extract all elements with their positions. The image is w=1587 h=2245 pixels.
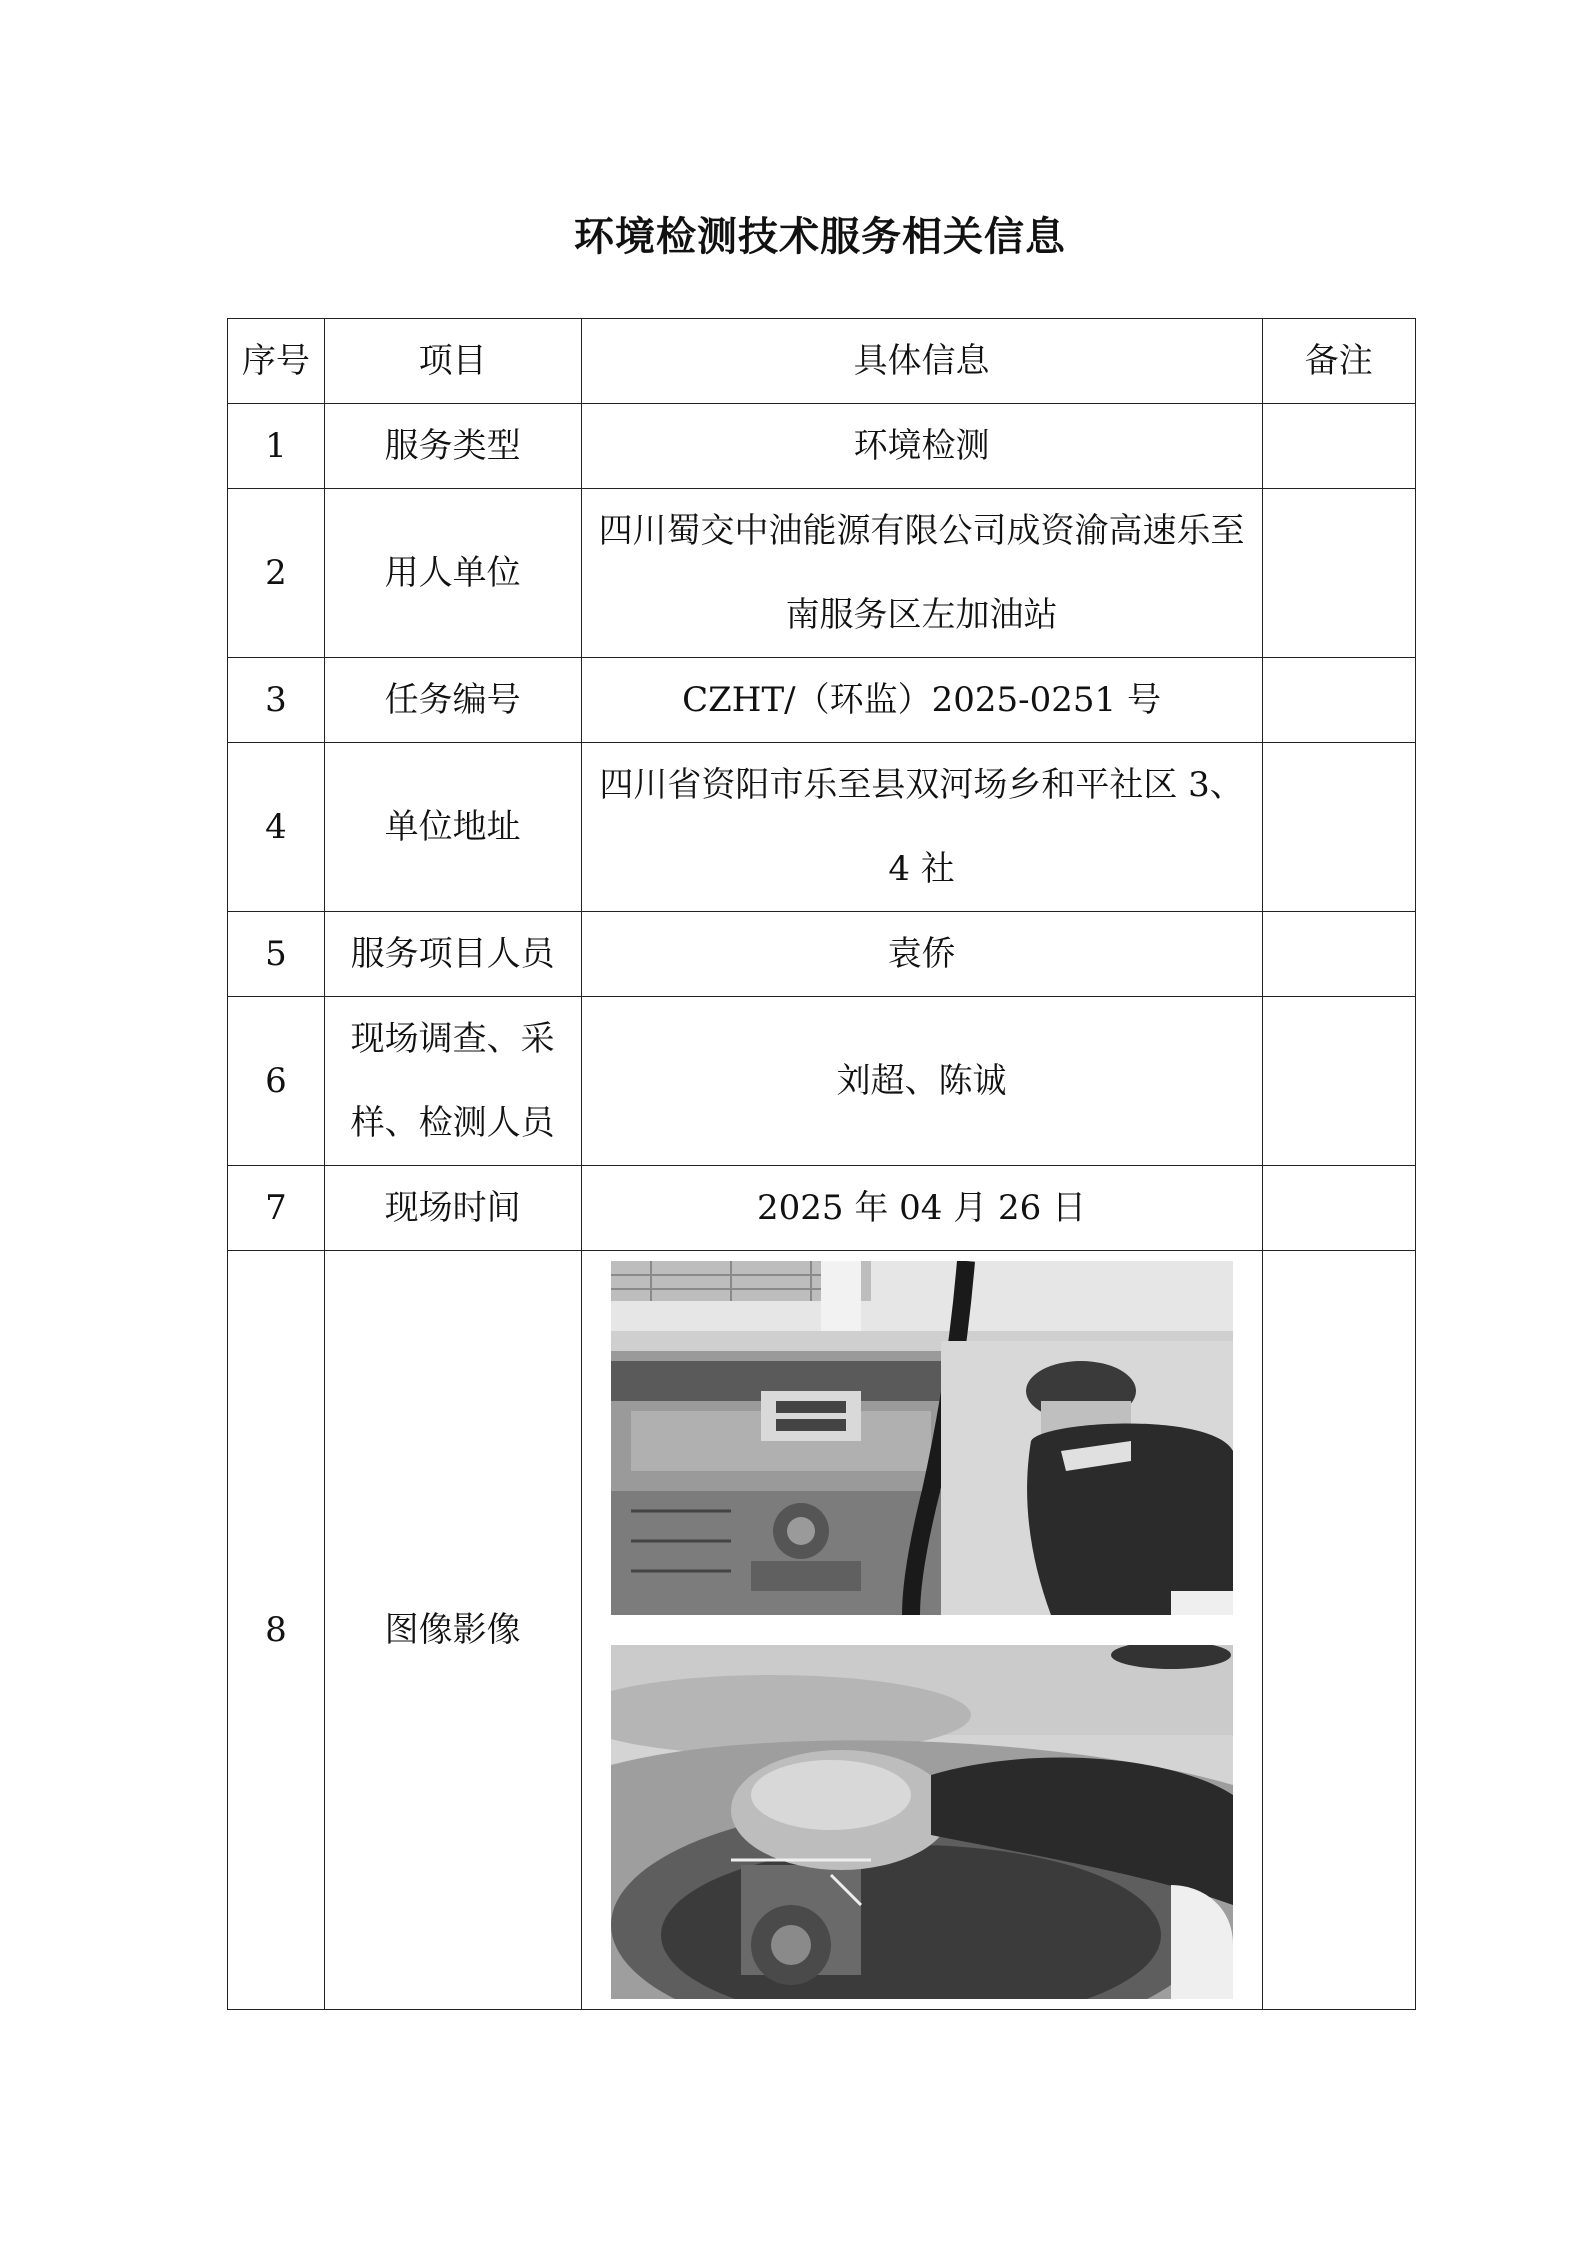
table-row xyxy=(228,658,1416,743)
row-detail: 2025 年 04 月 26 日 xyxy=(581,1166,1262,1251)
row-note xyxy=(1262,404,1415,489)
row-note xyxy=(1262,1251,1415,2010)
row-detail: 四川蜀交中油能源有限公司成资渝高速乐至南服务区左加油站 xyxy=(581,489,1262,658)
row-detail: CZHT/（环监）2025-0251 号 xyxy=(581,658,1262,743)
row-no: 8 xyxy=(228,1251,325,2010)
row-no: 1 xyxy=(228,404,325,489)
row-item: 任务编号 xyxy=(324,658,581,743)
table-row xyxy=(228,404,1416,489)
table-row xyxy=(228,1251,1416,2010)
row-note xyxy=(1262,912,1415,997)
row-item: 服务类型 xyxy=(324,404,581,489)
table-row xyxy=(228,489,1416,658)
row-note xyxy=(1262,997,1415,1166)
header-no: 序号 xyxy=(228,319,325,404)
row-note xyxy=(1262,658,1415,743)
header-detail: 具体信息 xyxy=(581,319,1262,404)
table-header-row xyxy=(228,319,1416,404)
table-row xyxy=(228,912,1416,997)
row-detail: 环境检测 xyxy=(581,404,1262,489)
row-item: 现场时间 xyxy=(324,1166,581,1251)
fuel-dispenser-photo xyxy=(611,1261,1233,1615)
row-note xyxy=(1262,489,1415,658)
row-no: 4 xyxy=(228,743,325,912)
row-note xyxy=(1262,1166,1415,1251)
row-no: 5 xyxy=(228,912,325,997)
table-row xyxy=(228,997,1416,1166)
row-no: 7 xyxy=(228,1166,325,1251)
table-row xyxy=(228,743,1416,912)
row-item: 用人单位 xyxy=(324,489,581,658)
row-item: 单位地址 xyxy=(324,743,581,912)
row-note xyxy=(1262,743,1415,912)
row-detail: 刘超、陈诚 xyxy=(581,997,1262,1166)
header-note: 备注 xyxy=(1262,319,1415,404)
row-detail: 四川省资阳市乐至县双河场乡和平社区 3、4 社 xyxy=(581,743,1262,912)
row-no: 3 xyxy=(228,658,325,743)
row-item: 服务项目人员 xyxy=(324,912,581,997)
row-item: 图像影像 xyxy=(324,1251,581,2010)
page-title: 环境检测技术服务相关信息 xyxy=(574,213,1066,260)
table-row xyxy=(228,1166,1416,1251)
photo-cell xyxy=(581,1251,1262,2010)
tank-well-photo xyxy=(611,1645,1233,1999)
row-item: 现场调查、采样、检测人员 xyxy=(324,997,581,1166)
row-no: 6 xyxy=(228,997,325,1166)
row-detail: 袁侨 xyxy=(581,912,1262,997)
header-item: 项目 xyxy=(324,319,581,404)
info-table xyxy=(227,318,1416,2010)
row-no: 2 xyxy=(228,489,325,658)
